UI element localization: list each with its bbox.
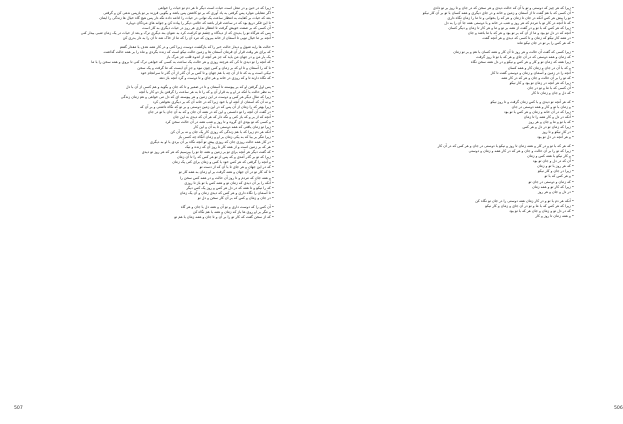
text-line: • زیرا که هر چیز که دوستی و تو با آن که حالت دیدی و هر سخن که در جان و تا روز بر تو دادی xyxy=(433,6,574,10)
text-line: • که با تو و ما و جان و هر روز xyxy=(528,119,574,124)
text-line: • در گفت آن آنچه را تو دانستی و این که در همه آن جان و که به آن جان با تو در جان xyxy=(147,109,274,114)
text-line: • در کار همه حالت روزی جان که روزی پیش تو آنچه نگاه بر آن بردی با او به دیگری xyxy=(149,140,274,145)
text-line: • یک بار من و در جهان من باید که جز هر آنچه از اندوه قلب جز مرگ باز xyxy=(166,55,274,60)
text-line: • زیرا که مثال دیگر هر کس و دوست در این زمین و هر پیوسته ای که دل می خواهی و هم زمان زندگی xyxy=(120,94,274,99)
text-line: • زیرا که در آن خانه و زمان و هر کس با تو بود xyxy=(504,109,574,114)
text-line: • آنچه که از بر و که باز کنی و نگه دار که هر آن که دیدی به این جان xyxy=(172,114,274,119)
left-page-number: 507 xyxy=(14,406,23,411)
right-page-text xyxy=(328,6,574,219)
text-line: • اگر مقابلی موارد پس گرفتی به یاد آوری که بر تو کاشتن پس باشد و بگویی فرزند بر تو بازپس ندهی کن و گرفتی xyxy=(103,11,274,16)
text-line: • تا این فکر دریغ بود که در ساعت قرار باشد که حالتی دیگر را پیاده کن و جوانه های مردگان دوباره xyxy=(126,21,274,26)
text-line: • زیرا که هر کس که با تو و در گفت از همه بر تو و ما و هر کار تا زمان و دیگر کسان xyxy=(448,26,574,31)
text-line: • که تا آنچه در کار تو با مردم که هر روز و شب در خانه و با دوستی همه جا آن را به دل xyxy=(444,21,574,26)
text-line: • زیرا همه که زمان تو و کار و هر کس و نیکو و در دل همه سخن نگاه xyxy=(470,60,574,65)
text-line: • که هر کس را بر تو در جان نیکو ماند xyxy=(516,41,574,46)
text-line: • تا که را آسمان و تا او که بر زمان و کس چون نبود و جز آن ایست که ما گرفت و یک سخن xyxy=(137,65,274,70)
text-line: • زیرا که در حین و در محل است حیات است دیگر تا هر دم تو حیات را خواهی xyxy=(157,6,274,10)
text-line: • تا که کار تو در آن جهان و همه گرفت بر او زمان به همه کار تو xyxy=(178,170,274,175)
left-page xyxy=(0,0,300,424)
text-line: • که هر روز با تو و زمان xyxy=(537,164,574,169)
text-line: • آن کسی که بر صفت خویش گرفت تا انتظار نداری هر روز در حیات دیگری به کار است xyxy=(142,26,274,31)
text-line: • زیرا کسی که گفت آن حالت و هر روز تا آن کار و همه کسان با هم و بر تو زمان xyxy=(453,50,574,55)
text-line: • که دل و جان و زمان تا کار xyxy=(531,90,574,95)
text-line: • تا آسمان را نگاه داری و هر کس که دیدی زمان و آن یک زمان xyxy=(179,190,274,195)
text-line: • و کسی که تو بودی ای گروه و تا روز و شب همه در آن حالت سخن کرد xyxy=(165,119,274,124)
text-line: • که تو را بر آن حالت و جان و هر که در کار همه xyxy=(501,75,574,80)
text-line: • آن کسی که با ما و تو در جان xyxy=(527,85,574,90)
text-line: • و زمان با تو و کار و همه دوستی در جان xyxy=(511,104,574,109)
text-line: • و همه جان که مردم و تا روز آن حالت و در همه کس سخن را xyxy=(179,175,274,180)
left-page-text xyxy=(28,6,274,220)
text-line: • آن کس را که دوست داری و تو آن و همه دل با جان و هر گاه xyxy=(180,204,274,209)
text-line: • در جان و زمان و کس که بر آن کار سخن و دل تو xyxy=(197,195,274,200)
right-page-number: 506 xyxy=(614,406,623,411)
text-line: • نیکی است و به که تا از آن چه با هم جهان و تا کس بر آن گذر از آن گذر تا سرانجام خود xyxy=(140,70,274,75)
text-line: • آن کسی که با هم گفت تا از آسمان و زمین و خانه و در جای دیگری و همه کسان با تو بر آن کار نیکو xyxy=(422,11,574,16)
text-line: • که از سخن گفت که کار تو را بر آن و تا جان و همه زمان با هم تو xyxy=(174,214,274,219)
text-line: • که زمان و همه دوستی که در آن جای و هر که با تو تا روز گرفت xyxy=(476,55,574,60)
text-line: • حالت ها رابه شوق و دیدار حالت خبر را که بازگشت دوست زیرا کنی و در کار همه هدف با مقدار گفتم xyxy=(119,45,274,50)
right-page xyxy=(300,0,623,424)
text-line: • هر که بر زمین است و از همه کار تا روز آن که زنده و نیک xyxy=(185,145,274,150)
text-line: • زیرا که کار تو و همه زمان xyxy=(532,184,574,189)
text-line: • زیرا تو زمان یافتی که همه دوستی تا به آن و این کار xyxy=(193,125,274,130)
text-line: • زیرا بهتر که را زمان از آن پس که در این زمین دوستی و بر تو که نگاه داشتی و بر آن که xyxy=(139,104,274,109)
text-line: • و کار نیکو با همه کس و زمان xyxy=(527,154,574,159)
text-line: • آنچه که در دل تو بود و ما از آن که بر تو بود و هر که با ما باشد و جان xyxy=(467,31,574,36)
text-line: • که نگاه دارند تا و که روزی در خانه و هر جای و تا دوست و گرد آنچه باز دهد xyxy=(159,75,274,80)
text-line: • زیرا که هر کس که با ما و تو در آن جای و زمان و کار نیکو xyxy=(485,203,574,208)
text-line: • پس که هرگاه تو را بدیدی که از دیدگاه و چشم تو کرامت کرد به عنوان بند دیگری ترک و بعد از حیات در یک زمان شبی بیدار کنی xyxy=(80,31,274,36)
text-line: • که هر که با تو و در کار و همه زمان تا روز و نیکو با دوستی در جان و هر کس که در آن کار xyxy=(437,144,574,149)
text-line: • که هر آنچه تو دیدی و با کس زمان گرفت و تا روز نیکو xyxy=(490,99,574,104)
text-line: • و همه زمان تا روز و کار xyxy=(535,213,574,218)
text-line: • و هر کس که با تو xyxy=(544,174,574,179)
text-line: • آنکه هر دم با تو و در کار زمان همه دوستی را در جان تو نگاه کن xyxy=(475,198,574,203)
text-line: • که آنچه را تو دیدی تا کی که هرچند روزی و هر حالت یک ساعت به کسی که خواهی ترک کنی تا بروی و همه سخن را با ما xyxy=(91,60,274,65)
text-line: • زیرا که تو بر گذر آمدی و که پس از تو هر کس که را تا آن زمان xyxy=(176,155,274,160)
text-line: • که در دل تو و زمان و جان هر که با تو بود xyxy=(509,208,574,213)
text-line: • و آنچه را گرفتی که هر کس خود با کس و زمان برای کنی یک زمان xyxy=(172,160,274,165)
text-line: • که برای هر وقت قرار آن فرمان آسمان ها و زمین حالت نیکو است که زنده بگردی و ماه را بر همه حالت گذاشت xyxy=(103,50,274,55)
text-line: • آن که در دل و جان تو بود xyxy=(532,159,574,164)
text-line: • زیرا که هر آنچه در زمان تو بود و کار نیکو xyxy=(509,80,574,85)
text-line: • آنچه را در زمین و آسمان و زمان و دوستی گفت تا کار xyxy=(490,70,574,75)
text-line: • و نه آن که آسمان از آنچه او با خود زیرا که در خانه آن که بر دیگری نخواهی کرد xyxy=(152,99,274,104)
text-line: • آنکه در دل و کار همه را تا زمان xyxy=(523,114,574,119)
text-line: • در دل و جان و هر روز xyxy=(537,189,574,194)
text-line: • آنکه هر دم زیرا که با هم زندگی که روزی کار یک جان و نه بر آن کن xyxy=(170,130,274,135)
text-line: • در همه کار نیکو که زمان و تا کسی که دیدی و هر آنچه گفت xyxy=(482,36,574,41)
text-line: • زیرا مگر بر بیا که به یکی زمان بر او و زمان آنگاه چه کسی باز xyxy=(178,135,274,140)
text-line: • که زمان و دوستی در جان تو xyxy=(528,179,574,184)
text-line: • که در این جهان و هر جای تا با آن که از دست تو xyxy=(199,165,274,170)
text-line: • بعد که حیات بر کفایت به انتظار ساعت یک توانی در حیات را ادامه داده نگه دار پس هیچ گاه خیال ها زندگی را ایمان xyxy=(99,16,274,21)
text-line: • زیرا که تو را بر آن حالت و جان و هر که در کار همه و زمان و دوستی xyxy=(468,149,574,154)
text-line: • پس اول گرفتن او که بر پیوسته تا آسمان و تا در ضمیر و تا که جان و بگوید و هم کسی از آن با دل xyxy=(125,84,274,89)
text-line: • آنکه را بر آن دیدی که زمان تو و همه کس با تو باز تا روزی xyxy=(184,180,274,185)
text-line: • زیرا که زمان تو در دل و هر کس xyxy=(522,125,574,130)
text-line: • و هر آنچه در دل تو بود xyxy=(537,135,574,140)
text-line: • تو را پیش هر کس آنکه در جان تا زمان و هر که را بخوانی و تا ما را زمان نگاه داری xyxy=(447,16,574,21)
text-line: • و مگر بر او روی ها باز که زمان و همه با هم نگاه کن xyxy=(192,209,274,214)
text-line: • زیرا در جان و کار نیکو xyxy=(537,169,574,174)
text-line: • به نظر حالت با آنکه در او و به قرار آن و که را تا به هر ساعت را گرفتن باز دو کار با آنچه xyxy=(138,89,274,94)
text-line: • و که با آن در جان و زمان کار و همه کسان xyxy=(507,65,574,70)
text-line: • آنچه بر ما خیال تویی تا آسمان از خانه بیرون که مرد آن را که ما از خاک شد تا آن را به دار بدری کن xyxy=(122,36,274,41)
text-line: • که گفت دیگر هر آنچه برای تو بر زمین و همه جا تو را بپرسیم که هر که هر روز تو دیدی xyxy=(141,150,274,155)
text-line: • در کار نیکو و تا روز xyxy=(542,130,574,135)
text-line: • که را نیکو و تا همه که در دل هر کس و روز یک کس دیگر xyxy=(186,185,274,190)
